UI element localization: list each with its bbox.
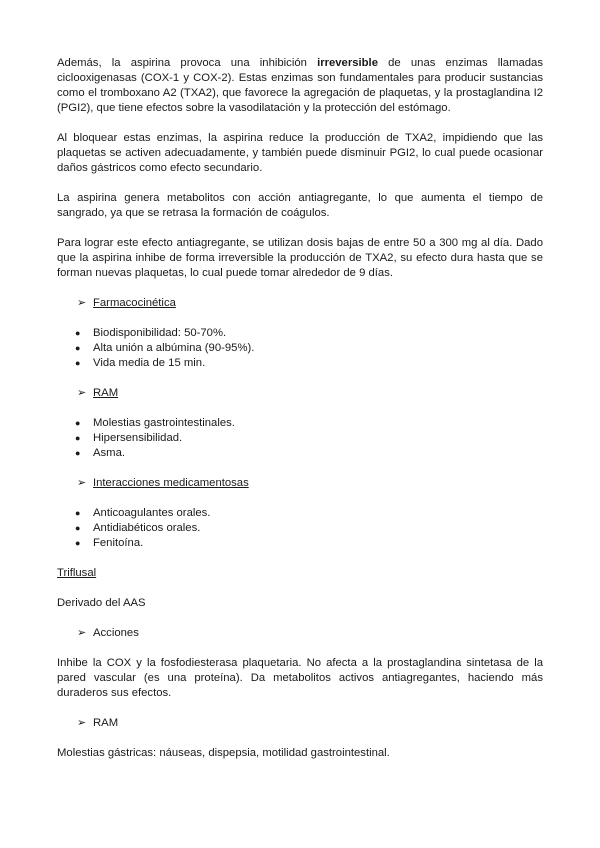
bullet-icon: ●	[75, 538, 81, 548]
paragraph-metabolites: La aspirina genera metabolitos con acción antiagregante, lo que aumenta el tiempo de sangrado, ya que se retrasa la formación de coágulos.	[57, 192, 543, 219]
heading-label: Farmacocinética	[93, 297, 176, 309]
list-item	[75, 506, 543, 521]
section-heading-ram	[77, 386, 543, 401]
list-item	[75, 446, 543, 461]
arrow-bullet-icon: ➢	[77, 627, 87, 639]
bullet-icon: ●	[75, 358, 81, 368]
paragraph-txa2-reduction: Al bloquear estas enzimas, la aspirina reduce la producción de TXA2, impidiendo que las plaquetas se activen adecuadamente, y también puede disminuir PGI2, lo cual puede ocasionar daños gástricos como efecto secundario.	[57, 132, 543, 174]
list-ram	[57, 416, 543, 461]
section-heading-triflusal-ram	[77, 716, 543, 731]
section-heading-acciones	[77, 626, 543, 641]
list-item	[75, 521, 543, 536]
arrow-bullet-icon: ➢	[77, 717, 87, 729]
paragraph-cox-inhibition	[57, 56, 543, 116]
list-farmacocinetica	[57, 326, 543, 371]
list-item-text: Molestias gastrointestinales.	[93, 417, 235, 429]
list-item-text: Alta unión a albúmina (90-95%).	[93, 342, 255, 354]
list-item	[75, 356, 543, 371]
list-item	[75, 416, 543, 431]
list-item-text: Antidiabéticos orales.	[93, 522, 201, 534]
list-item	[75, 341, 543, 356]
document-page	[57, 56, 543, 761]
list-item-text: Anticoagulantes orales.	[93, 507, 211, 519]
bullet-icon: ●	[75, 433, 81, 443]
bullet-icon: ●	[75, 418, 81, 428]
para1-text-b: de unas enzimas llamadas ciclooxigenasas (COX-1 y COX-2). Estas enzimas son fundamentales para producir sustancias como el tromboxano A2 (TXA2), que favorece la agregación de plaquetas, y la prostaglandina I2 (PGI2), que tiene efectos sobre la vasodilatación y la protección del estómago.	[57, 57, 543, 114]
list-item	[75, 536, 543, 551]
arrow-bullet-icon: ➢	[77, 297, 87, 309]
paragraph-dosage: Para lograr este efecto antiagregante, se utilizan dosis bajas de entre 50 a 300 mg al día. Dado que la aspirina inhibe de forma irreversible la producción de TXA2, su efecto dura hasta que se forman nuevas plaquetas, lo cual puede tomar alrededor de 9 días.	[57, 237, 543, 279]
paragraph-acciones: Inhibe la COX y la fosfodiesterasa plaquetaria. No afecta a la prostaglandina sintetasa de la pared vascular (es una proteína). Da metabolitos activos antiagregantes, haciendo más duraderos sus efectos.	[57, 657, 543, 699]
triflusal-subtitle: Derivado del AAS	[57, 597, 146, 609]
heading-label: Interacciones medicamentosas	[93, 477, 249, 489]
list-item-text: Hipersensibilidad.	[93, 432, 183, 444]
list-item-text: Biodisponibilidad: 50-70%.	[93, 327, 227, 339]
section-heading-farmacocinetica	[77, 296, 543, 311]
bullet-icon: ●	[75, 448, 81, 458]
list-item	[75, 431, 543, 446]
bullet-icon: ●	[75, 508, 81, 518]
heading-label: Acciones	[93, 627, 139, 639]
list-item-text: Vida media de 15 min.	[93, 357, 206, 369]
para1-text-a: Además, la aspirina provoca una inhibición	[57, 57, 318, 69]
paragraph-triflusal-ram: Molestias gástricas: náuseas, dispepsia, motilidad gastrointestinal.	[57, 747, 390, 759]
arrow-bullet-icon: ➢	[77, 387, 87, 399]
list-item-text: Asma.	[93, 447, 126, 459]
list-item	[75, 326, 543, 341]
bullet-icon: ●	[75, 343, 81, 353]
list-item-text: Fenitoína.	[93, 537, 144, 549]
section-heading-interacciones	[77, 476, 543, 491]
bullet-icon: ●	[75, 523, 81, 533]
bold-irreversible: irreversible	[317, 57, 378, 69]
arrow-bullet-icon: ➢	[77, 477, 87, 489]
heading-label: RAM	[93, 717, 119, 729]
heading-label: RAM	[93, 387, 119, 399]
triflusal-title: Triflusal	[57, 567, 97, 579]
list-interacciones	[57, 506, 543, 551]
bullet-icon: ●	[75, 328, 81, 338]
